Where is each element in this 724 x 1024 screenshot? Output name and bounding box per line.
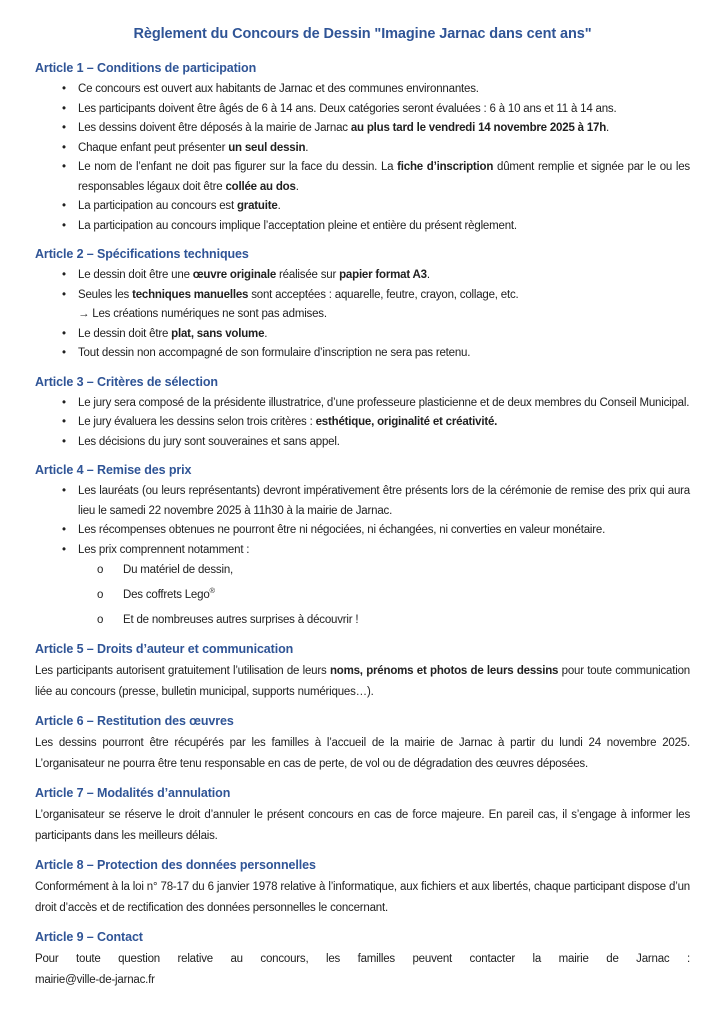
list-item bbox=[35, 541, 690, 561]
article-heading: Article 6 – Restitution des œuvres bbox=[35, 714, 234, 728]
bullet-marker: • bbox=[62, 485, 66, 497]
bullet-marker: • bbox=[62, 543, 66, 556]
text-run: Les récompenses obtenues ne pourront être ni négociées, ni échangées, ni converties en valeur monétaire. bbox=[78, 524, 606, 536]
paragraph bbox=[35, 877, 690, 919]
bold-text-run: fiche d’inscription bbox=[397, 161, 494, 173]
sub-list-item bbox=[35, 610, 690, 631]
list-item-text bbox=[78, 325, 690, 345]
bold-text-run: noms, prénoms et photos de leurs dessins bbox=[329, 665, 559, 677]
bullet-marker: • bbox=[62, 200, 66, 212]
article-section bbox=[35, 58, 690, 236]
text-run: Les lauréats (ou leurs représentants) devront impérativement être présents lors de la cérémonie de remise des prix qui aura lieu le samedi 22 novembre 2025 à 11h30 à la mairie de Jarnac. bbox=[78, 485, 690, 517]
text-run: L’organisateur se réserve le droit d’annuler le présent concours en cas de force majeure. En pareil cas, il s’engage à informer les participants dans les meilleurs délais. bbox=[35, 809, 690, 842]
bullet-marker: • bbox=[62, 396, 66, 409]
text-run: . bbox=[277, 200, 281, 212]
paragraph bbox=[35, 661, 690, 703]
bullet-marker: • bbox=[62, 288, 66, 301]
article-section bbox=[35, 783, 690, 847]
bullet-marker: • bbox=[62, 219, 66, 232]
list-item-text bbox=[78, 217, 690, 237]
bullet-marker: • bbox=[62, 141, 66, 154]
bullet-marker: • bbox=[62, 161, 66, 173]
text-run: Des coffrets Lego bbox=[123, 589, 210, 601]
list-item-text bbox=[78, 433, 690, 453]
text-run: Les participants doivent être âgés de 6 à 14 ans. Deux catégories seront évaluées : 6 à 10 ans et 11 à 14 ans. bbox=[78, 102, 617, 115]
sub-bullet-marker: o bbox=[97, 614, 104, 626]
superscript-run: ® bbox=[209, 586, 215, 596]
paragraph bbox=[35, 733, 690, 775]
article-section bbox=[35, 711, 690, 775]
bold-text-run: plat, sans volume bbox=[171, 327, 265, 340]
list-item-text bbox=[78, 482, 690, 521]
list-item-text bbox=[78, 413, 690, 433]
text-run: dûment remplie et signée par le ou les responsables légaux doit être bbox=[78, 161, 690, 193]
list-item-text bbox=[78, 521, 690, 541]
list-item bbox=[35, 217, 690, 237]
list-item bbox=[35, 286, 690, 306]
bold-text-run: un seul dessin bbox=[228, 141, 306, 154]
text-run: . bbox=[606, 122, 610, 134]
article-heading: Article 5 – Droits d’auteur et communication bbox=[35, 642, 294, 656]
text-run: Seules les bbox=[78, 288, 133, 301]
bold-text-run: au plus tard le vendredi 14 novembre 2025 à 17h bbox=[350, 122, 607, 134]
sub-list-item bbox=[35, 560, 690, 581]
paragraph bbox=[35, 970, 690, 991]
article-heading: Article 4 – Remise des prix bbox=[35, 463, 192, 477]
list-item-text bbox=[78, 266, 690, 286]
text-run: Chaque enfant peut présenter bbox=[78, 141, 229, 154]
text-run: Les prix comprennent notamment : bbox=[78, 543, 250, 556]
list-item bbox=[35, 521, 690, 541]
document-body bbox=[35, 58, 690, 991]
list-item-text bbox=[78, 139, 690, 159]
sub-list-item bbox=[35, 585, 690, 606]
bullet-marker: • bbox=[62, 524, 66, 536]
article-section bbox=[35, 639, 690, 703]
list-item bbox=[35, 413, 690, 433]
text-run: La participation au concours implique l’acceptation pleine et entière du présent règlement. bbox=[78, 219, 517, 232]
text-run: Le dessin doit être une bbox=[78, 269, 193, 281]
text-run: Pour toute question relative au concours, les familles peuvent contacter la mairie de Jarnac : bbox=[35, 953, 690, 965]
text-run: réalisée sur bbox=[276, 269, 340, 281]
list-item-text bbox=[78, 80, 690, 100]
bullet-marker: • bbox=[62, 347, 66, 359]
list-item bbox=[35, 80, 690, 100]
bold-text-run: esthétique, originalité et créativité. bbox=[315, 416, 498, 428]
list-item-text bbox=[78, 100, 690, 120]
text-run: . bbox=[295, 180, 299, 193]
text-run: → Les créations numériques ne sont pas admises. bbox=[78, 308, 327, 320]
list-item-text bbox=[123, 585, 690, 606]
text-run: Le jury sera composé de la présidente illustratrice, d’une professeure plasticienne et de deux membres du Conseil Municipal. bbox=[78, 396, 690, 409]
article-heading: Article 7 – Modalités d’annulation bbox=[35, 786, 231, 800]
text-run: pour toute communication liée au concours (presse, bulletin municipal, supports numériques…). bbox=[35, 665, 690, 698]
text-run: . bbox=[264, 327, 268, 340]
article-section bbox=[35, 927, 690, 991]
article-heading: Article 2 – Spécifications techniques bbox=[35, 247, 249, 261]
list-item-text bbox=[78, 394, 690, 414]
text-run: La participation au concours est bbox=[78, 200, 237, 212]
list-item-text bbox=[123, 610, 690, 631]
article-section bbox=[35, 372, 690, 453]
bold-text-run: collée au dos bbox=[225, 180, 296, 193]
text-run: Conformément à la loi n° 78-17 du 6 janvier 1978 relative à l’informatique, aux fichiers et aux libertés, chaque participant dispose d’un droit d’accès et de rectification des données personnelles le concernant. bbox=[35, 881, 690, 914]
list-item-text bbox=[78, 197, 690, 217]
list-item-text bbox=[123, 560, 690, 581]
list-item-text bbox=[78, 541, 690, 561]
list-item-text bbox=[78, 158, 690, 197]
bullet-marker: • bbox=[62, 269, 66, 281]
text-run: Le nom de l’enfant ne doit pas figurer sur la face du dessin. La bbox=[78, 161, 398, 173]
bold-text-run: techniques manuelles bbox=[132, 288, 249, 301]
list-item bbox=[35, 100, 690, 120]
bullet-marker: • bbox=[62, 435, 66, 448]
bullet-marker: • bbox=[62, 327, 66, 340]
list-item-text bbox=[78, 344, 690, 364]
text-run: Les dessins pourront être récupérés par les familles à l’accueil de la mairie de Jarnac à partir du lundi 24 novembre 2025. L’organisateur ne pourra être tenu responsable en cas de perte, de vol ou de dégradation des œuvres déposées. bbox=[35, 737, 690, 770]
article-section bbox=[35, 460, 690, 631]
list-item bbox=[35, 139, 690, 159]
text-run: . bbox=[305, 141, 309, 154]
article-heading: Article 3 – Critères de sélection bbox=[35, 374, 218, 389]
list-item bbox=[35, 433, 690, 453]
bullet-marker: • bbox=[62, 83, 66, 95]
list-item bbox=[35, 325, 690, 345]
paragraph bbox=[35, 949, 690, 970]
bold-text-run: papier format A3 bbox=[339, 269, 427, 281]
list-item bbox=[35, 344, 690, 364]
article-heading: Article 9 – Contact bbox=[35, 930, 143, 944]
list-item bbox=[35, 197, 690, 217]
text-run: Les dessins doivent être déposés à la mairie de Jarnac bbox=[78, 122, 351, 134]
note-line bbox=[35, 305, 690, 325]
list-item bbox=[35, 158, 690, 197]
text-run: sont acceptées : aquarelle, feutre, crayon, collage, etc. bbox=[248, 288, 519, 301]
article-heading: Article 1 – Conditions de participation bbox=[35, 61, 257, 75]
list-item-text bbox=[78, 305, 690, 325]
text-run: Et de nombreuses autres surprises à découvrir ! bbox=[123, 614, 359, 626]
text-run: Les participants autorisent gratuitement l’utilisation de leurs bbox=[35, 665, 330, 677]
list-item bbox=[35, 266, 690, 286]
text-run: Le dessin doit être bbox=[78, 327, 172, 340]
text-run: mairie@ville-de-jarnac.fr bbox=[35, 974, 155, 986]
article-heading: Article 8 – Protection des données personnelles bbox=[35, 858, 316, 872]
list-item bbox=[35, 482, 690, 521]
bullet-marker: • bbox=[62, 416, 66, 428]
text-run: . bbox=[426, 269, 430, 281]
bullet-marker: • bbox=[62, 102, 66, 115]
text-run: Du matériel de dessin, bbox=[123, 564, 234, 576]
sub-bullet-marker: o bbox=[97, 589, 104, 601]
bold-text-run: œuvre originale bbox=[192, 269, 277, 281]
document-title: Règlement du Concours de Dessin "Imagine Jarnac dans cent ans" bbox=[133, 26, 592, 42]
text-run: Tout dessin non accompagné de son formulaire d’inscription ne sera pas retenu. bbox=[78, 347, 471, 359]
bold-text-run: gratuite bbox=[236, 200, 278, 212]
article-section bbox=[35, 855, 690, 919]
bullet-marker: • bbox=[62, 122, 66, 134]
list-item bbox=[35, 394, 690, 414]
list-item-text bbox=[78, 286, 690, 306]
list-item-text bbox=[78, 119, 690, 139]
text-run: Les décisions du jury sont souveraines et sans appel. bbox=[78, 435, 340, 448]
paragraph bbox=[35, 805, 690, 847]
sub-bullet-marker: o bbox=[97, 564, 104, 576]
article-section bbox=[35, 244, 690, 364]
text-run: Le jury évaluera les dessins selon trois critères : bbox=[78, 416, 316, 428]
list-item bbox=[35, 119, 690, 139]
text-run: Ce concours est ouvert aux habitants de Jarnac et des communes environnantes. bbox=[78, 83, 479, 95]
